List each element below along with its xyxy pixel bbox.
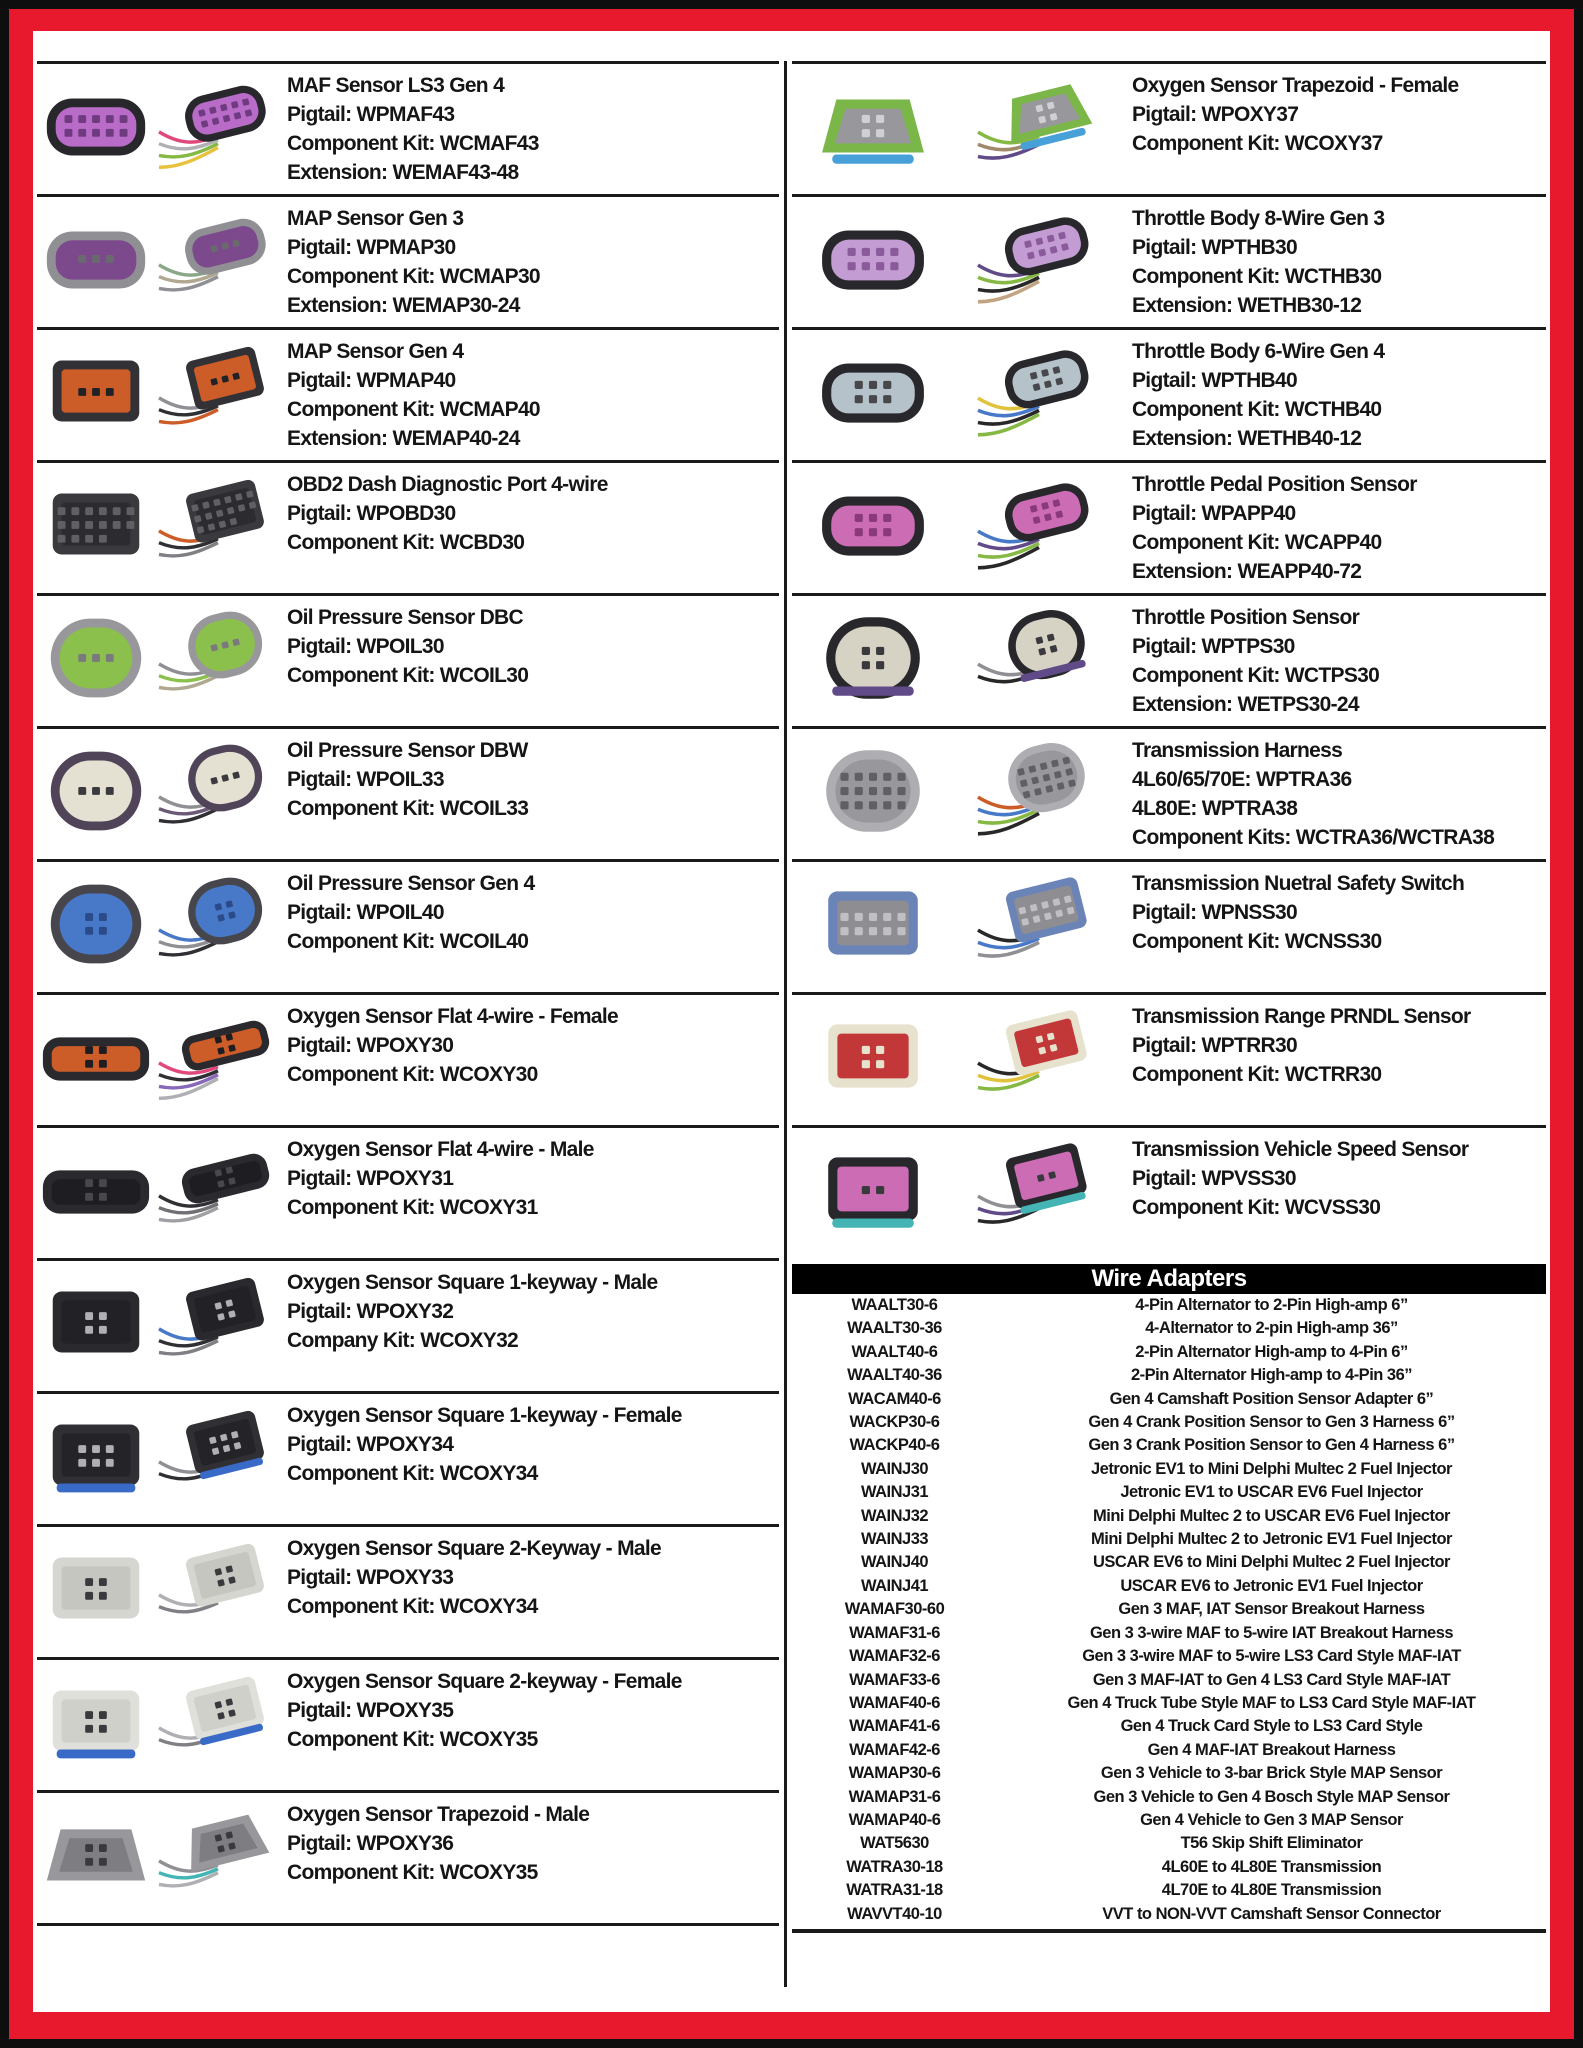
entry-part-line: Pigtail: WPAPP40 bbox=[1132, 502, 1296, 525]
catalog-entry bbox=[792, 859, 1546, 992]
connector-photos bbox=[792, 1000, 1128, 1112]
connector-photos bbox=[37, 202, 283, 314]
right-entries bbox=[792, 61, 1546, 1258]
connector-pigtail-icon bbox=[157, 202, 275, 314]
connector-photos bbox=[37, 1133, 283, 1245]
adapter-row bbox=[792, 1786, 1546, 1809]
connector-photos bbox=[792, 1133, 1128, 1245]
entry-title: Throttle Position Sensor bbox=[1132, 606, 1360, 629]
adapter-description: 4-Alternator to 2-pin High-amp 36” bbox=[1145, 1319, 1398, 1338]
catalog-entry bbox=[37, 1391, 779, 1524]
entry-part-line: Pigtail: WPTPS30 bbox=[1132, 635, 1295, 658]
entry-part-line: Component Kit: WCMAP40 bbox=[287, 398, 540, 421]
entry-title: Throttle Body 8-Wire Gen 3 bbox=[1132, 207, 1385, 230]
catalog-entry bbox=[37, 1258, 779, 1391]
catalog-entry bbox=[37, 327, 779, 460]
entry-part-line: Pigtail: WPOXY36 bbox=[287, 1832, 454, 1855]
entry-part-line: Component Kit: WCOIL30 bbox=[287, 664, 529, 687]
entry-text bbox=[1128, 202, 1546, 320]
right-column bbox=[792, 31, 1546, 2012]
connector-pigtail-icon bbox=[157, 867, 275, 979]
entry-title: Oil Pressure Sensor DBW bbox=[287, 739, 528, 762]
adapter-row bbox=[792, 1903, 1546, 1926]
entry-title: MAP Sensor Gen 3 bbox=[287, 207, 464, 230]
entry-title: Oil Pressure Sensor Gen 4 bbox=[287, 872, 535, 895]
left-column bbox=[37, 31, 779, 2012]
entry-text bbox=[1128, 601, 1546, 719]
connector-photos bbox=[37, 1399, 283, 1511]
connector-pigtail-icon bbox=[157, 1000, 275, 1112]
entry-text bbox=[283, 867, 779, 956]
entry-part-line: Pigtail: WPVSS30 bbox=[1132, 1167, 1296, 1190]
entry-part-line: Component Kit: WCOXY31 bbox=[287, 1196, 538, 1219]
connector-photos bbox=[37, 1532, 283, 1644]
connector-front-icon bbox=[37, 734, 155, 846]
connector-front-icon bbox=[37, 1266, 155, 1378]
adapter-description: Mini Delphi Multec 2 to USCAR EV6 Fuel Injector bbox=[1093, 1506, 1450, 1525]
adapter-description: Gen 3 Vehicle to Gen 4 Bosch Style MAP Sensor bbox=[1093, 1787, 1450, 1806]
entry-title: MAP Sensor Gen 4 bbox=[287, 340, 464, 363]
connector-pigtail-icon bbox=[157, 1532, 275, 1644]
adapter-part-number: WAMAF31-6 bbox=[849, 1623, 940, 1642]
entry-part-line: Component Kit: WCOXY34 bbox=[287, 1462, 538, 1485]
entry-title: Transmission Nuetral Safety Switch bbox=[1132, 872, 1465, 895]
connector-front-icon bbox=[37, 867, 155, 979]
adapter-part-number: WAINJ33 bbox=[860, 1530, 929, 1549]
adapter-description: T56 Skip Shift Eliminator bbox=[1180, 1834, 1363, 1853]
connector-pigtail-icon bbox=[157, 335, 275, 447]
entry-part-line: Component Kit: WCOXY35 bbox=[287, 1861, 538, 1884]
adapter-description: 4-Pin Alternator to 2-Pin High-amp 6” bbox=[1135, 1296, 1408, 1314]
entry-part-line: Pigtail: WPOXY33 bbox=[287, 1566, 454, 1589]
connector-photos bbox=[792, 335, 1128, 447]
adapter-part-number: WACKP30-6 bbox=[849, 1413, 940, 1432]
catalog-entry bbox=[792, 1125, 1546, 1258]
entry-text bbox=[283, 1665, 779, 1754]
entry-part-line: Pigtail: WPOXY32 bbox=[287, 1300, 454, 1323]
catalog-content bbox=[33, 31, 1550, 2012]
adapter-part-number: WAVVT40-10 bbox=[847, 1904, 942, 1923]
connector-photos bbox=[792, 867, 1128, 979]
adapter-description: 2-Pin Alternator High-amp to 4-Pin 36” bbox=[1130, 1366, 1413, 1385]
entry-title: Transmission Vehicle Speed Sensor bbox=[1132, 1138, 1469, 1161]
connector-photos bbox=[37, 867, 283, 979]
adapter-description: Gen 4 MAF-IAT Breakout Harness bbox=[1147, 1740, 1396, 1759]
entry-part-line: Pigtail: WPTHB40 bbox=[1132, 369, 1297, 392]
entry-title: Oxygen Sensor Flat 4-wire - Female bbox=[287, 1005, 618, 1028]
connector-front-icon bbox=[792, 867, 954, 979]
entry-text bbox=[283, 69, 779, 187]
entry-part-line: Pigtail: WPOIL40 bbox=[287, 901, 444, 924]
adapter-description: Jetronic EV1 to USCAR EV6 Fuel Injector bbox=[1120, 1483, 1423, 1502]
adapter-row bbox=[792, 1856, 1546, 1879]
adapter-part-number: WAALT40-6 bbox=[851, 1342, 938, 1361]
entry-text bbox=[1128, 69, 1546, 158]
adapter-part-number: WAINJ32 bbox=[860, 1506, 929, 1525]
connector-pigtail-icon bbox=[956, 867, 1118, 979]
connector-pigtail-icon bbox=[157, 1399, 275, 1511]
entry-title: Transmission Harness bbox=[1132, 739, 1343, 762]
adapter-row bbox=[792, 1458, 1546, 1481]
entry-part-line: Pigtail: WPOBD30 bbox=[287, 502, 456, 525]
adapter-part-number: WAALT40-36 bbox=[847, 1366, 942, 1385]
entry-part-line: Extension: WEAPP40-72 bbox=[1132, 560, 1362, 583]
connector-front-icon bbox=[37, 1133, 155, 1245]
entry-part-line: 4L60/65/70E: WPTRA36 bbox=[1132, 768, 1352, 791]
adapter-part-number: WAINJ41 bbox=[860, 1576, 929, 1595]
connector-front-icon bbox=[37, 601, 155, 713]
catalog-entry bbox=[37, 726, 779, 859]
connector-pigtail-icon bbox=[157, 1798, 275, 1910]
connector-pigtail-icon bbox=[956, 1000, 1118, 1112]
adapter-row bbox=[792, 1669, 1546, 1692]
connector-photos bbox=[37, 1665, 283, 1777]
adapter-part-number: WAMAP31-6 bbox=[848, 1787, 941, 1806]
entry-text bbox=[1128, 1000, 1546, 1089]
adapter-description: Gen 3 3-wire MAF to 5-wire LS3 Card Style MAF-IAT bbox=[1082, 1647, 1461, 1666]
entry-text bbox=[1128, 734, 1546, 852]
connector-pigtail-icon bbox=[956, 69, 1118, 181]
adapter-description: USCAR EV6 to Jetronic EV1 Fuel Injector bbox=[1120, 1576, 1423, 1595]
adapter-row bbox=[792, 1434, 1546, 1457]
entry-part-line: Component Kit: WCOXY30 bbox=[287, 1063, 538, 1086]
entry-title: Transmission Range PRNDL Sensor bbox=[1132, 1005, 1471, 1028]
entry-part-line: Component Kit: WCTPS30 bbox=[1132, 664, 1380, 687]
entry-part-line: Extension: WEMAP40-24 bbox=[287, 427, 520, 450]
entry-part-line: Extension: WETPS30-24 bbox=[1132, 693, 1359, 716]
connector-front-icon bbox=[792, 1000, 954, 1112]
entry-part-line: Component Kit: WCMAF43 bbox=[287, 132, 539, 155]
adapter-part-number: WATRA30-18 bbox=[846, 1857, 943, 1876]
entry-text bbox=[283, 1798, 779, 1887]
catalog-entry bbox=[37, 992, 779, 1125]
catalog-entry bbox=[37, 194, 779, 327]
adapter-part-number: WAMAF32-6 bbox=[849, 1647, 940, 1666]
entry-part-line: Pigtail: WPOXY30 bbox=[287, 1034, 454, 1057]
catalog-entry bbox=[792, 194, 1546, 327]
wire-adapters-title: Wire Adapters bbox=[1091, 1265, 1247, 1292]
entry-part-line: Component Kit: WCTHB40 bbox=[1132, 398, 1382, 421]
entry-text bbox=[283, 202, 779, 320]
adapter-part-number: WAMAP30-6 bbox=[848, 1764, 941, 1783]
adapter-description: Jetronic EV1 to Mini Delphi Multec 2 Fuel Injector bbox=[1091, 1459, 1452, 1478]
adapter-row bbox=[792, 1762, 1546, 1785]
adapter-description: Gen 3 3-wire MAF to 5-wire IAT Breakout Harness bbox=[1089, 1623, 1454, 1642]
wire-adapters-table bbox=[792, 1264, 1546, 1933]
connector-photos bbox=[792, 202, 1128, 314]
entry-part-line: Component Kit: WCOIL33 bbox=[287, 797, 529, 820]
entry-part-line: Pigtail: WPTHB30 bbox=[1132, 236, 1297, 259]
catalog-entry bbox=[37, 593, 779, 726]
entry-part-line: Component Kit: WCOXY37 bbox=[1132, 132, 1383, 155]
entry-part-line: Component Kit: WCOXY35 bbox=[287, 1728, 538, 1751]
adapter-description: Gen 4 Camshaft Position Sensor Adapter 6” bbox=[1109, 1389, 1434, 1408]
connector-front-icon bbox=[792, 734, 954, 846]
entry-text bbox=[283, 468, 779, 557]
entry-part-line: Company Kit: WCOXY32 bbox=[287, 1329, 519, 1352]
adapter-part-number: WACKP40-6 bbox=[849, 1436, 940, 1455]
entry-part-line: Component Kit: WCOIL40 bbox=[287, 930, 529, 953]
entry-part-line: Pigtail: WPTRR30 bbox=[1132, 1034, 1297, 1057]
entry-part-line: Pigtail: WPNSS30 bbox=[1132, 901, 1298, 924]
entry-part-line: Component Kit: WCTRR30 bbox=[1132, 1063, 1382, 1086]
connector-photos bbox=[37, 335, 283, 447]
adapter-row bbox=[792, 1809, 1546, 1832]
entry-title: Oxygen Sensor Square 2-Keyway - Male bbox=[287, 1537, 661, 1560]
connector-photos bbox=[37, 1000, 283, 1112]
entry-part-line: Extension: WEMAP30-24 bbox=[287, 294, 520, 317]
connector-pigtail-icon bbox=[956, 335, 1118, 447]
connector-front-icon bbox=[792, 69, 954, 181]
adapter-description: Gen 3 Vehicle to 3-bar Brick Style MAP Sensor bbox=[1100, 1764, 1443, 1783]
adapter-part-number: WAALT30-36 bbox=[847, 1319, 942, 1338]
entry-part-line: Pigtail: WPMAP40 bbox=[287, 369, 456, 392]
entry-part-line: Pigtail: WPMAF43 bbox=[287, 103, 455, 126]
connector-photos bbox=[37, 601, 283, 713]
entry-part-line: Pigtail: WPOXY35 bbox=[287, 1699, 454, 1722]
catalog-entry bbox=[37, 1790, 779, 1926]
entry-title: Oxygen Sensor Square 1-keyway - Male bbox=[287, 1271, 658, 1294]
catalog-entry bbox=[37, 1125, 779, 1258]
adapter-row bbox=[792, 1832, 1546, 1855]
connector-pigtail-icon bbox=[157, 601, 275, 713]
entry-title: Oxygen Sensor Flat 4-wire - Male bbox=[287, 1138, 594, 1161]
adapter-row bbox=[792, 1598, 1546, 1621]
connector-front-icon bbox=[792, 601, 954, 713]
adapter-description: Gen 3 Crank Position Sensor to Gen 4 Harness 6” bbox=[1088, 1436, 1455, 1455]
adapter-row bbox=[792, 1364, 1546, 1387]
connector-pigtail-icon bbox=[157, 1665, 275, 1777]
entry-part-line: Component Kit: WCAPP40 bbox=[1132, 531, 1382, 554]
entry-title: Oil Pressure Sensor DBC bbox=[287, 606, 523, 629]
adapter-row bbox=[792, 1388, 1546, 1411]
entry-title: Oxygen Sensor Trapezoid - Male bbox=[287, 1803, 590, 1826]
connector-photos bbox=[792, 734, 1128, 846]
entry-title: Oxygen Sensor Square 2-keyway - Female bbox=[287, 1670, 682, 1693]
entry-part-line: 4L80E: WPTRA38 bbox=[1132, 797, 1298, 820]
connector-pigtail-icon bbox=[157, 69, 275, 181]
entry-title: Throttle Pedal Position Sensor bbox=[1132, 473, 1417, 496]
adapter-part-number: WAALT30-6 bbox=[851, 1296, 938, 1314]
entry-part-line: Component Kit: WCVSS30 bbox=[1132, 1196, 1381, 1219]
adapter-part-number: WAINJ31 bbox=[860, 1483, 929, 1502]
adapter-row bbox=[792, 1575, 1546, 1598]
connector-front-icon bbox=[37, 1532, 155, 1644]
entry-part-line: Component Kit: WCBD30 bbox=[287, 531, 525, 554]
connector-pigtail-icon bbox=[956, 202, 1118, 314]
entry-part-line: Extension: WETHB30-12 bbox=[1132, 294, 1362, 317]
entry-part-line: Component Kit: WCOXY34 bbox=[287, 1595, 538, 1618]
adapter-description: Gen 3 MAF-IAT to Gen 4 LS3 Card Style MAF-IAT bbox=[1092, 1670, 1451, 1689]
catalog-entry bbox=[37, 1657, 779, 1790]
connector-pigtail-icon bbox=[956, 601, 1118, 713]
connector-pigtail-icon bbox=[956, 1133, 1118, 1245]
connector-photos bbox=[792, 468, 1128, 580]
wire-adapters-header bbox=[792, 1264, 1546, 1294]
entry-text bbox=[283, 335, 779, 453]
entry-part-line: Component Kits: WCTRA36/WCTRA38 bbox=[1132, 826, 1495, 849]
connector-front-icon bbox=[37, 1798, 155, 1910]
connector-pigtail-icon bbox=[157, 1133, 275, 1245]
entry-part-line: Extension: WEMAF43-48 bbox=[287, 161, 519, 184]
adapter-part-number: WAMAF30-60 bbox=[844, 1600, 945, 1619]
entry-part-line: Pigtail: WPOXY37 bbox=[1132, 103, 1299, 126]
entry-text bbox=[283, 1133, 779, 1222]
adapter-description: 4L70E to 4L80E Transmission bbox=[1161, 1881, 1382, 1900]
adapter-row bbox=[792, 1645, 1546, 1668]
entry-part-line: Component Kit: WCNSS30 bbox=[1132, 930, 1382, 953]
adapter-description: VVT to NON-VVT Camshaft Sensor Connector bbox=[1102, 1904, 1441, 1923]
connector-front-icon bbox=[37, 1399, 155, 1511]
entry-title: Oxygen Sensor Trapezoid - Female bbox=[1132, 74, 1459, 97]
adapter-row bbox=[792, 1294, 1546, 1317]
entry-title: Throttle Body 6-Wire Gen 4 bbox=[1132, 340, 1385, 363]
connector-front-icon bbox=[37, 468, 155, 580]
adapter-description: Gen 3 MAF, IAT Sensor Breakout Harness bbox=[1118, 1600, 1425, 1619]
connector-front-icon bbox=[792, 468, 954, 580]
connector-pigtail-icon bbox=[956, 734, 1118, 846]
connector-photos bbox=[792, 69, 1128, 181]
adapter-part-number: WAMAF33-6 bbox=[849, 1670, 940, 1689]
connector-photos bbox=[37, 1798, 283, 1910]
entry-text bbox=[283, 601, 779, 690]
entry-text bbox=[283, 734, 779, 823]
catalog-entry bbox=[792, 61, 1546, 194]
catalog-entry bbox=[792, 726, 1546, 859]
connector-photos bbox=[37, 69, 283, 181]
entry-text bbox=[283, 1000, 779, 1089]
connector-front-icon bbox=[792, 202, 954, 314]
entry-part-line: Pigtail: WPOXY31 bbox=[287, 1167, 454, 1190]
adapter-row bbox=[792, 1739, 1546, 1762]
entry-title: OBD2 Dash Diagnostic Port 4-wire bbox=[287, 473, 608, 496]
adapter-part-number: WACAM40-6 bbox=[848, 1389, 941, 1408]
adapter-part-number: WAMAF40-6 bbox=[849, 1693, 940, 1712]
adapter-description: Mini Delphi Multec 2 to Jetronic EV1 Fuel Injector bbox=[1091, 1530, 1452, 1549]
entry-text bbox=[1128, 1133, 1546, 1222]
adapter-row bbox=[792, 1715, 1546, 1738]
adapter-row bbox=[792, 1481, 1546, 1504]
adapter-row bbox=[792, 1505, 1546, 1528]
adapter-part-number: WAMAP40-6 bbox=[848, 1810, 941, 1829]
adapter-row bbox=[792, 1551, 1546, 1574]
connector-front-icon bbox=[792, 1133, 954, 1245]
catalog-entry bbox=[37, 859, 779, 992]
entry-title: Oxygen Sensor Square 1-keyway - Female bbox=[287, 1404, 682, 1427]
adapter-row bbox=[792, 1528, 1546, 1551]
adapter-description: Gen 4 Truck Tube Style MAF to LS3 Card Style MAF-IAT bbox=[1067, 1693, 1476, 1712]
entry-part-line: Pigtail: WPOIL33 bbox=[287, 768, 444, 791]
connector-front-icon bbox=[37, 69, 155, 181]
adapter-description: Gen 4 Vehicle to Gen 3 MAP Sensor bbox=[1140, 1810, 1403, 1829]
entry-part-line: Pigtail: WPOXY34 bbox=[287, 1433, 454, 1456]
adapter-description: 2-Pin Alternator High-amp to 4-Pin 6” bbox=[1135, 1342, 1408, 1361]
wire-adapters-rows bbox=[792, 1294, 1546, 1926]
adapter-description: 4L60E to 4L80E Transmission bbox=[1161, 1857, 1382, 1876]
adapter-description: Gen 4 Truck Card Style to LS3 Card Style bbox=[1120, 1717, 1423, 1736]
catalog-entry bbox=[37, 460, 779, 593]
connector-photos bbox=[37, 468, 283, 580]
connector-pigtail-icon bbox=[157, 1266, 275, 1378]
adapter-part-number: WAINJ30 bbox=[860, 1459, 929, 1478]
connector-front-icon bbox=[37, 1665, 155, 1777]
entry-text bbox=[283, 1399, 779, 1488]
connector-pigtail-icon bbox=[956, 468, 1118, 580]
entry-part-line: Component Kit: WCMAP30 bbox=[287, 265, 540, 288]
catalog-entry bbox=[792, 327, 1546, 460]
adapter-part-number: WAINJ40 bbox=[860, 1553, 929, 1572]
entry-title: MAF Sensor LS3 Gen 4 bbox=[287, 74, 505, 97]
adapter-part-number: WAMAF42-6 bbox=[849, 1740, 940, 1759]
catalog-entry bbox=[792, 593, 1546, 726]
connector-photos bbox=[792, 601, 1128, 713]
catalog-entry bbox=[792, 460, 1546, 593]
adapter-row bbox=[792, 1622, 1546, 1645]
entry-part-line: Extension: WETHB40-12 bbox=[1132, 427, 1362, 450]
connector-front-icon bbox=[792, 335, 954, 447]
connector-front-icon bbox=[37, 1000, 155, 1112]
adapter-row bbox=[792, 1692, 1546, 1715]
catalog-entry bbox=[37, 61, 779, 194]
connector-front-icon bbox=[37, 335, 155, 447]
adapter-part-number: WATRA31-18 bbox=[846, 1881, 943, 1900]
connector-photos bbox=[37, 734, 283, 846]
adapter-part-number: WAT5630 bbox=[860, 1834, 929, 1853]
adapter-description: USCAR EV6 to Mini Delphi Multec 2 Fuel Injector bbox=[1093, 1553, 1450, 1572]
adapter-part-number: WAMAF41-6 bbox=[849, 1717, 940, 1736]
adapter-description: Gen 4 Crank Position Sensor to Gen 3 Harness 6” bbox=[1088, 1413, 1455, 1432]
adapter-row bbox=[792, 1879, 1546, 1902]
connector-pigtail-icon bbox=[157, 734, 275, 846]
entry-text bbox=[1128, 468, 1546, 586]
adapter-row bbox=[792, 1341, 1546, 1364]
entry-part-line: Pigtail: WPOIL30 bbox=[287, 635, 444, 658]
entry-text bbox=[1128, 335, 1546, 453]
connector-front-icon bbox=[37, 202, 155, 314]
entry-part-line: Component Kit: WCTHB30 bbox=[1132, 265, 1382, 288]
entry-part-line: Pigtail: WPMAP30 bbox=[287, 236, 456, 259]
entry-text bbox=[283, 1532, 779, 1621]
catalog-entry bbox=[37, 1524, 779, 1657]
entry-text bbox=[283, 1266, 779, 1355]
adapter-row bbox=[792, 1317, 1546, 1340]
catalog-entry bbox=[792, 992, 1546, 1125]
entry-text bbox=[1128, 867, 1546, 956]
connector-pigtail-icon bbox=[157, 468, 275, 580]
column-divider bbox=[784, 61, 787, 1987]
adapter-row bbox=[792, 1411, 1546, 1434]
connector-photos bbox=[37, 1266, 283, 1378]
